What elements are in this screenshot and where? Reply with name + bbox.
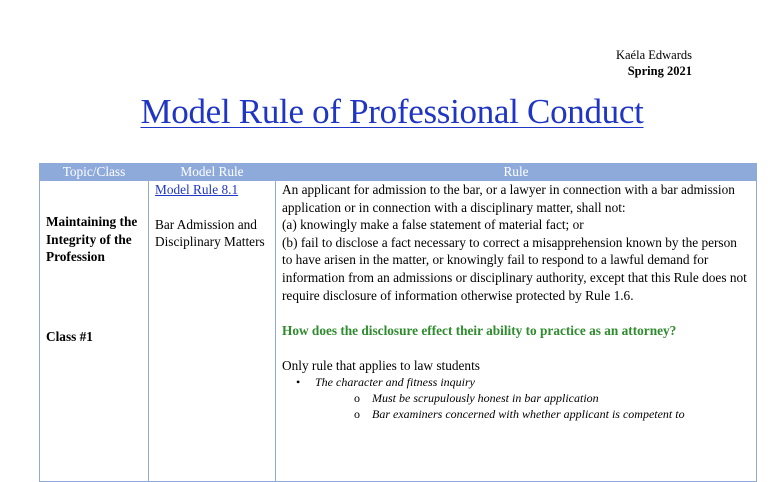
note-list [282, 374, 750, 422]
rule-text-cell [276, 181, 757, 482]
sub-list [312, 390, 750, 422]
table-header-row [40, 164, 757, 181]
rule-clause-a: (a) knowingly make a false statement of material fact; or [282, 217, 584, 233]
rules-table [39, 163, 757, 482]
author-block [616, 47, 692, 79]
model-rule-subtitle: Bar Admission and Disciplinary Matters [155, 216, 265, 250]
semester-label: Spring 2021 [627, 64, 692, 78]
column-header-model-rule: Model Rule [149, 164, 276, 181]
author-name: Kaéla Edwards [615, 48, 692, 62]
document-title: Model Rule of Professional Conduct [140, 92, 644, 131]
column-header-topic: Topic/Class [40, 164, 149, 181]
class-number: Class #1 [46, 328, 93, 344]
list-item: o Bar examiners concerned with whether applicant is competent to [372, 406, 750, 422]
discussion-question: How does the disclosure effect their ability to practice as an attorney? [282, 323, 677, 339]
bullet-text: The character and fitness inquiry [315, 375, 475, 390]
rule-paragraph: An applicant for admission to the bar, or a lawyer in connection with a bar admission application or in connection with a disciplinary matter, shall not: [282, 182, 735, 215]
topic-name: Maintaining the Integrity of the Profession [46, 214, 138, 265]
model-rule-link[interactable]: Model Rule 8.1 [155, 182, 239, 197]
note-heading: Only rule that applies to law students [282, 357, 480, 373]
table-row [40, 181, 757, 482]
model-rule-cell [149, 181, 276, 482]
topic-cell [40, 181, 149, 482]
list-item: o Must be scrupulously honest in bar application [372, 390, 750, 406]
column-header-rule: Rule [276, 164, 757, 181]
rule-clause-b: (b) fail to disclose a fact necessary to correct a misapprehension known by the person to have arisen in the matter, or knowingly fail to respond to a lawful demand for information from an admissions or disciplinary authority, except that this Rule does not require disclosure of information otherwise protected by Rule 1.6. [282, 234, 747, 303]
list-item [312, 374, 750, 422]
